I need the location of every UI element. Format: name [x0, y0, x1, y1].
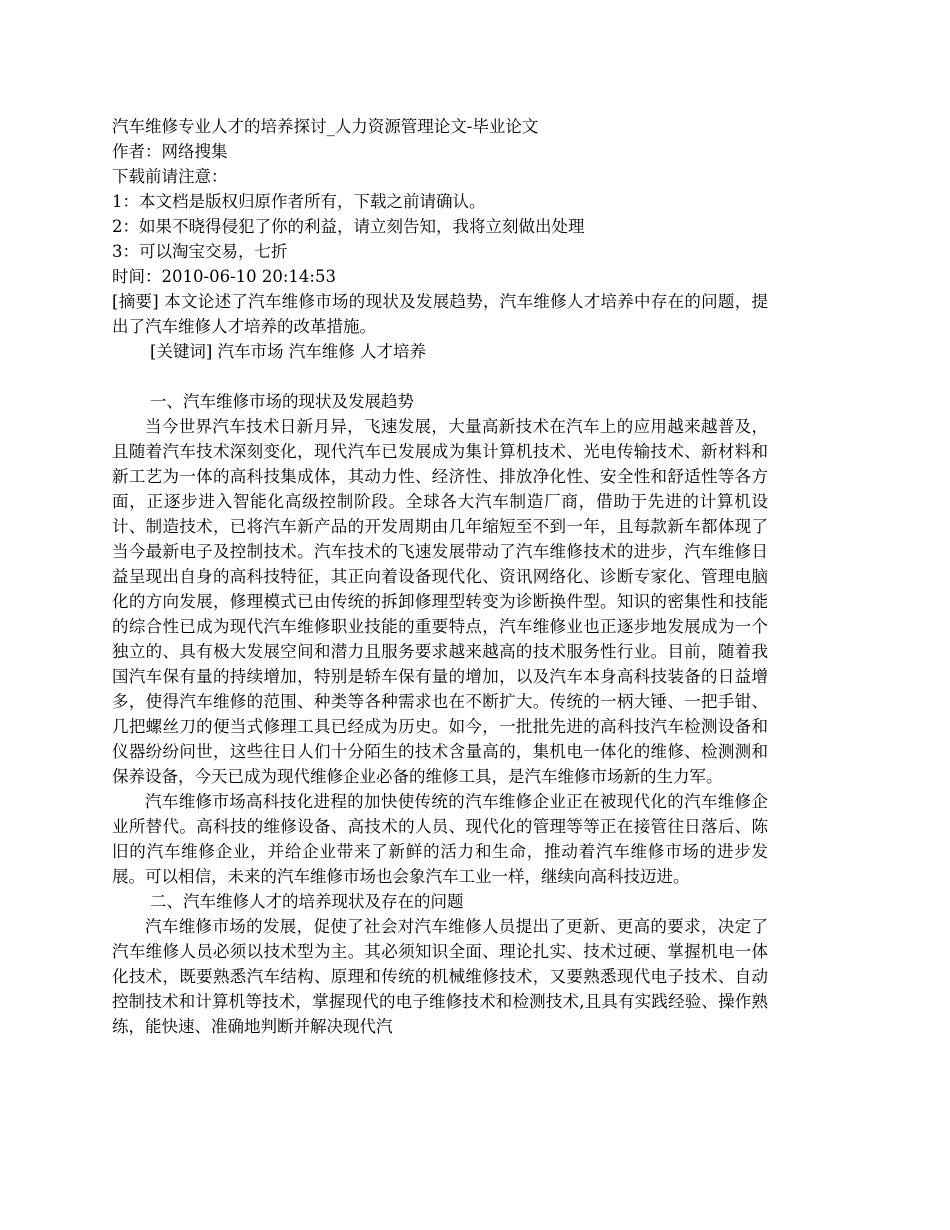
body-paragraph: 汽车维修市场的发展，促使了社会对汽车维修人员提出了更新、更高的要求，决定了汽车维修人员必须以技术型为主。其必须知识全面、理论扎实、技术过硬、掌握机电一体化技术，既要熟悉汽车结构、原理和传统的机械维修技术，又要熟悉现代电子技术、自动控制技术和计算机等技术，掌握现代的电子维修技术和检测技术,且具有实践经验、操作熟练，能快速、准确地判断并解决现代汽 — [112, 917, 768, 1036]
notice-item: 3：可以淘宝交易，七折 — [112, 242, 288, 261]
blank-line — [112, 364, 768, 389]
body-paragraph: 汽车维修市场高科技化进程的加快使传统的汽车维修企业正在被现代化的汽车维修企业所替代。高科技的维修设备、高技术的人员、现代化的管理等等正在接管往日落后、陈旧的汽车维修企业，并给企业带来了新鲜的活力和生命，推动着汽车维修市场的进步发展。可以相信，未来的汽车维修市场也会象汽车工业一样，继续向高科技迈进。 — [112, 792, 768, 886]
document-title: 汽车维修专业人才的培养探讨_人力资源管理论文-毕业论文 — [112, 117, 539, 136]
keywords-line: [关键词] 汽车市场 汽车维修 人才培养 — [149, 342, 427, 361]
notice-heading: 下载前请注意： — [112, 167, 228, 186]
timestamp-line: 时间：2010-06-10 20:14:53 — [112, 267, 336, 286]
body-paragraph: 当今世界汽车技术日新月异，飞速发展，大量高新技术在汽车上的应用越来越普及，且随着汽车技术深刻变化，现代汽车已发展成为集计算机技术、光电传输技术、新材料和新工艺为一体的高科技集成体，其动力性、经济性、排放净化性、安全性和舒适性等各方面，正逐步进入智能化高级控制阶段。全球各大汽车制造厂商，借助于先进的计算机设计、制造技术，已将汽车新产品的开发周期由几年缩短至不到一年，且每款新车都体现了当今最新电子及控制技术。汽车技术的飞速发展带动了汽车维修技术的进步，汽车维修日益呈现出自身的高科技特征，其正向着设备现代化、资讯网络化、诊断专家化、管理电脑化的方向发展，修理模式已由传统的拆卸修理型转变为诊断换件型。知识的密集性和技能的综合性已成为现代汽车维修职业技能的重要特点，汽车维修业也正逐步地发展成为一个独立的、具有极大发展空间和潜力且服务要求越来越高的技术服务性行业。目前，随着我国汽车保有量的持续增加，特别是轿车保有量的增加，以及汽车本身高科技装备的日益增多，使得汽车维修的范围、种类等各种需求也在不断扩大。传统的一柄大锤、一把手钳、几把螺丝刀的便当式修理工具已经成为历史。如今，一批批先进的高科技汽车检测设备和仪器纷纷问世，这些往日人们十分陌生的技术含量高的，集机电一体化的维修、检测测和保养设备，今天已成为现代维修企业必备的维修工具，是汽车维修市场新的生力军。 — [112, 417, 768, 786]
section-heading-1: 一、汽车维修市场的现状及发展趋势 — [149, 392, 414, 411]
notice-item: 1：本文档是版权归原作者所有，下载之前请确认。 — [112, 192, 486, 211]
document-body — [112, 114, 768, 1039]
notice-item: 2：如果不晓得侵犯了你的利益，请立刻告知，我将立刻做出处理 — [112, 217, 585, 236]
section-heading-2: 二、汽车维修人才的培养现状及存在的问题 — [149, 892, 464, 911]
abstract-paragraph: [摘要] 本文论述了汽车维修市场的现状及发展趋势，汽车维修人才培养中存在的问题，提出了汽车维修人才培养的改革措施。 — [112, 292, 768, 336]
author-line: 作者：网络搜集 — [112, 142, 228, 161]
